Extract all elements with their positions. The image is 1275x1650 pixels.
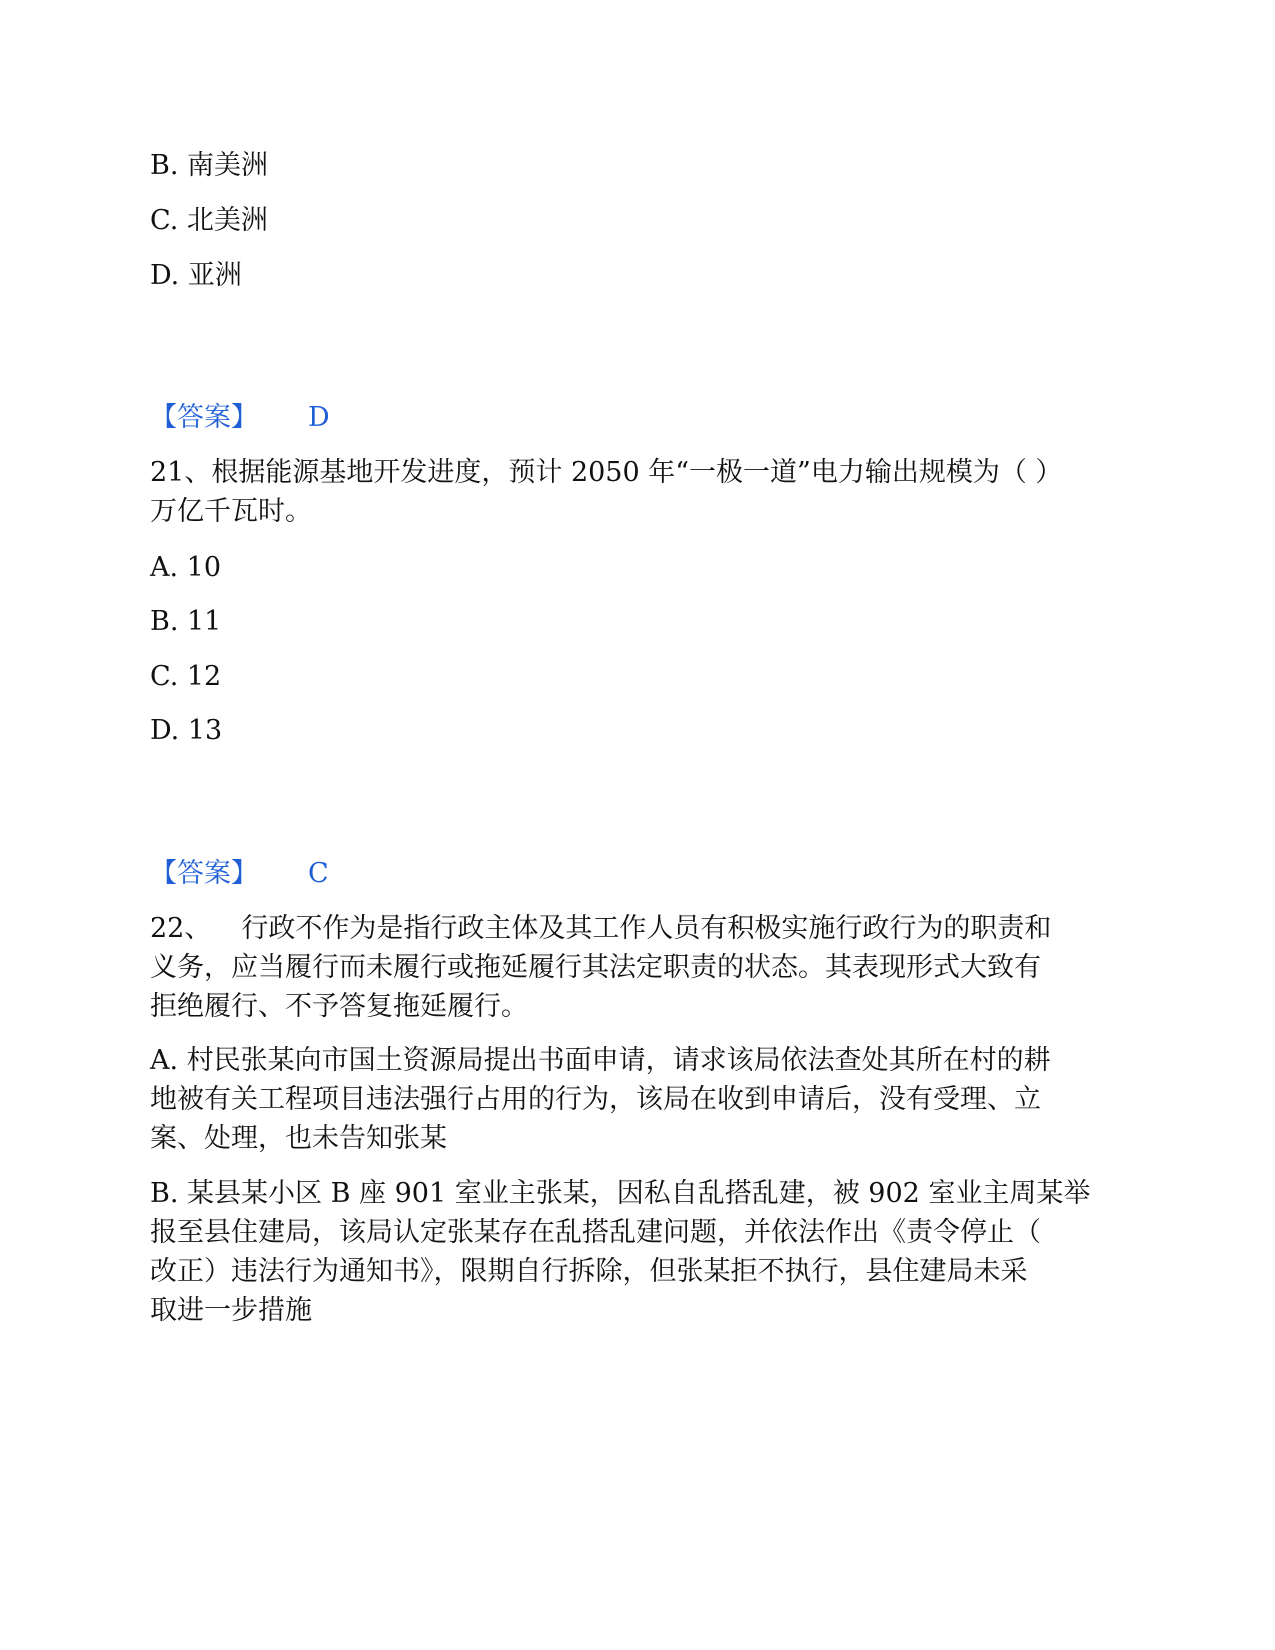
q21-option-c: C. 12	[150, 661, 222, 692]
q22-option-b-line-1: B. 某县某小区 B 座 901 室业主张某，因私自乱搭乱建，被 902 室业主周某举	[150, 1178, 1091, 1209]
answer-label: 【答案】	[150, 858, 258, 889]
q21-stem-line-1: 21、根据能源基地开发进度，预计 2050 年“一极一道”电力输出规模为（ ）	[150, 457, 1063, 488]
answer-value: C	[308, 858, 329, 889]
q22-stem-line-1	[150, 911, 1051, 947]
answer-prev	[150, 400, 330, 436]
q21-option-d: D. 13	[150, 715, 223, 746]
q21-stem-line-2: 万亿千瓦时。	[150, 496, 312, 527]
option-c-prev: C. 北美洲	[150, 205, 268, 236]
q22-stem-text-1: 行政不作为是指行政主体及其工作人员有积极实施行政行为的职责和	[241, 913, 1052, 944]
q22-option-b-line-4: 取进一步措施	[150, 1295, 312, 1326]
q22-stem-line-3: 拒绝履行、不予答复拖延履行。	[150, 991, 528, 1022]
q21-option-a: A. 10	[150, 552, 222, 583]
option-b-prev: B. 南美洲	[150, 150, 269, 181]
q22-option-a-line-1: A. 村民张某向市国土资源局提出书面申请，请求该局依法查处其所在村的耕	[150, 1045, 1051, 1076]
q22-stem-line-2: 义务，应当履行而未履行或拖延履行其法定职责的状态。其表现形式大致有	[150, 952, 1041, 983]
q22-number: 22、	[150, 913, 212, 944]
option-d-prev: D. 亚洲	[150, 260, 242, 291]
q22-option-a-line-3: 案、处理，也未告知张某	[150, 1123, 447, 1154]
answer-q21	[150, 856, 329, 892]
answer-label: 【答案】	[150, 402, 258, 433]
q21-option-b: B. 11	[150, 606, 222, 637]
q22-option-a-line-2: 地被有关工程项目违法强行占用的行为，该局在收到申请后，没有受理、立	[150, 1084, 1041, 1115]
q22-option-b-line-3: 改正）违法行为通知书》，限期自行拆除，但张某拒不执行，县住建局未采	[150, 1256, 1028, 1287]
q22-option-b-line-2: 报至县住建局，该局认定张某存在乱搭乱建问题，并依法作出《责令停止（	[150, 1217, 1041, 1248]
answer-value: D	[308, 402, 330, 433]
